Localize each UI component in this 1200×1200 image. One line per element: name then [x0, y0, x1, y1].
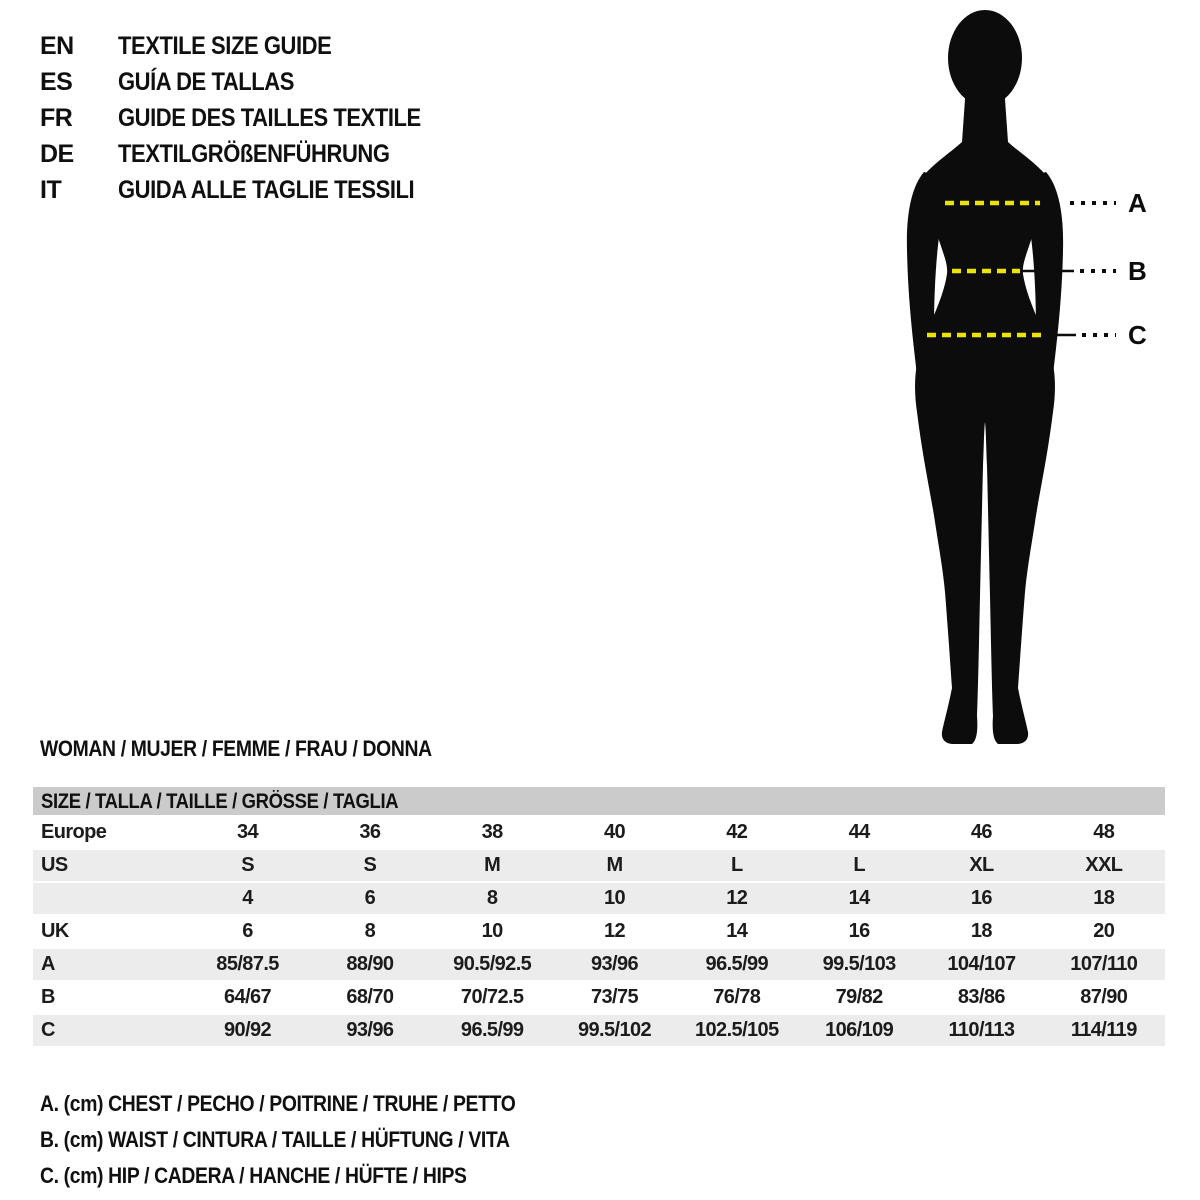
table-cell: XL — [920, 849, 1042, 882]
table-cell: 68/70 — [309, 981, 431, 1014]
table-cell: 93/96 — [309, 1014, 431, 1047]
guide-title-text: GUIDE DES TAILLES TEXTILE — [118, 103, 421, 132]
guide-title-text: TEXTILGRÖßENFÜHRUNG — [118, 139, 390, 168]
table-cell: M — [553, 849, 675, 882]
table-cell: 14 — [798, 882, 920, 915]
language-code: DE — [40, 139, 74, 168]
table-cell: 12 — [553, 915, 675, 948]
table-row — [33, 882, 1165, 915]
table-cell: 8 — [431, 882, 553, 915]
guide-title-text: GUIDA ALLE TAGLIE TESSILI — [118, 175, 415, 204]
language-code: EN — [40, 31, 74, 60]
table-cell: 85/87.5 — [186, 948, 308, 981]
table-cell: XXL — [1043, 849, 1165, 882]
table-cell: 44 — [798, 817, 920, 849]
table-cell: 46 — [920, 817, 1042, 849]
table-cell: S — [186, 849, 308, 882]
table-cell: 70/72.5 — [431, 981, 553, 1014]
row-label — [33, 882, 186, 915]
table-row — [33, 948, 1165, 981]
woman-silhouette-diagram — [860, 0, 1200, 760]
table-row — [33, 849, 1165, 882]
row-label: UK — [33, 915, 186, 948]
table-cell: 6 — [309, 882, 431, 915]
table-row — [33, 817, 1165, 849]
legend-item: C. (cm) HIP / CADERA / HANCHE / HÜFTE / HIPS — [40, 1163, 467, 1188]
table-cell: 99.5/103 — [798, 948, 920, 981]
size-table — [33, 787, 1165, 1048]
table-cell: 10 — [553, 882, 675, 915]
language-title-row — [40, 100, 462, 136]
row-label: B — [33, 981, 186, 1014]
table-cell: 34 — [186, 817, 308, 849]
table-cell: 110/113 — [920, 1014, 1042, 1047]
table-cell: 76/78 — [676, 981, 798, 1014]
marker-b-label: B — [1128, 256, 1147, 286]
table-cell: 107/110 — [1043, 948, 1165, 981]
table-cell: S — [309, 849, 431, 882]
table-cell: 87/90 — [1043, 981, 1165, 1014]
table-cell: 90.5/92.5 — [431, 948, 553, 981]
language-code: FR — [40, 103, 73, 132]
row-label: US — [33, 849, 186, 882]
language-code: ES — [40, 67, 73, 96]
language-code: IT — [40, 175, 62, 204]
table-cell: 16 — [798, 915, 920, 948]
table-cell: 93/96 — [553, 948, 675, 981]
table-cell: 8 — [309, 915, 431, 948]
table-cell: 20 — [1043, 915, 1165, 948]
table-cell: L — [676, 849, 798, 882]
language-title-row — [40, 28, 462, 64]
table-cell: 42 — [676, 817, 798, 849]
silhouette-neck — [962, 85, 1008, 142]
table-cell: 83/86 — [920, 981, 1042, 1014]
language-title-row — [40, 136, 462, 172]
language-title-list — [40, 28, 462, 208]
table-cell: 88/90 — [309, 948, 431, 981]
table-cell: 99.5/102 — [553, 1014, 675, 1047]
marker-a-label: A — [1128, 188, 1147, 218]
table-cell: 14 — [676, 915, 798, 948]
body-measurement-figure — [860, 0, 1200, 760]
language-title-row — [40, 172, 462, 208]
size-table-header: SIZE / TALLA / TAILLE / GRÖSSE / TAGLIA — [33, 787, 1165, 817]
table-cell: 18 — [920, 915, 1042, 948]
table-cell: L — [798, 849, 920, 882]
table-row — [33, 915, 1165, 948]
table-cell: 48 — [1043, 817, 1165, 849]
table-cell: 104/107 — [920, 948, 1042, 981]
row-label: A — [33, 948, 186, 981]
table-cell: 6 — [186, 915, 308, 948]
table-cell: 106/109 — [798, 1014, 920, 1047]
table-cell: 96.5/99 — [676, 948, 798, 981]
guide-title-text: GUÍA DE TALLAS — [118, 67, 294, 96]
table-cell: M — [431, 849, 553, 882]
table-cell: 18 — [1043, 882, 1165, 915]
table-cell: 36 — [309, 817, 431, 849]
table-row — [33, 981, 1165, 1014]
table-cell: 4 — [186, 882, 308, 915]
row-label: Europe — [33, 817, 186, 849]
legend-item: B. (cm) WAIST / CINTURA / TAILLE / HÜFTUNG / VITA — [40, 1127, 510, 1152]
table-cell: 96.5/99 — [431, 1014, 553, 1047]
table-cell: 40 — [553, 817, 675, 849]
table-cell: 64/67 — [186, 981, 308, 1014]
row-label: C — [33, 1014, 186, 1047]
table-cell: 102.5/105 — [676, 1014, 798, 1047]
size-table-grid — [33, 817, 1165, 1048]
language-title-row — [40, 64, 462, 100]
table-cell: 79/82 — [798, 981, 920, 1014]
guide-title-text: TEXTILE SIZE GUIDE — [118, 31, 332, 60]
gender-heading: WOMAN / MUJER / FEMME / FRAU / DONNA — [40, 736, 432, 761]
table-cell: 73/75 — [553, 981, 675, 1014]
table-cell: 114/119 — [1043, 1014, 1165, 1047]
table-cell: 10 — [431, 915, 553, 948]
table-cell: 16 — [920, 882, 1042, 915]
legend-item: A. (cm) CHEST / PECHO / POITRINE / TRUHE / PETTO — [40, 1091, 516, 1116]
table-cell: 90/92 — [186, 1014, 308, 1047]
table-cell: 38 — [431, 817, 553, 849]
marker-c-label: C — [1128, 320, 1147, 350]
table-row — [33, 1014, 1165, 1047]
measurement-legend — [40, 1086, 580, 1194]
table-cell: 12 — [676, 882, 798, 915]
